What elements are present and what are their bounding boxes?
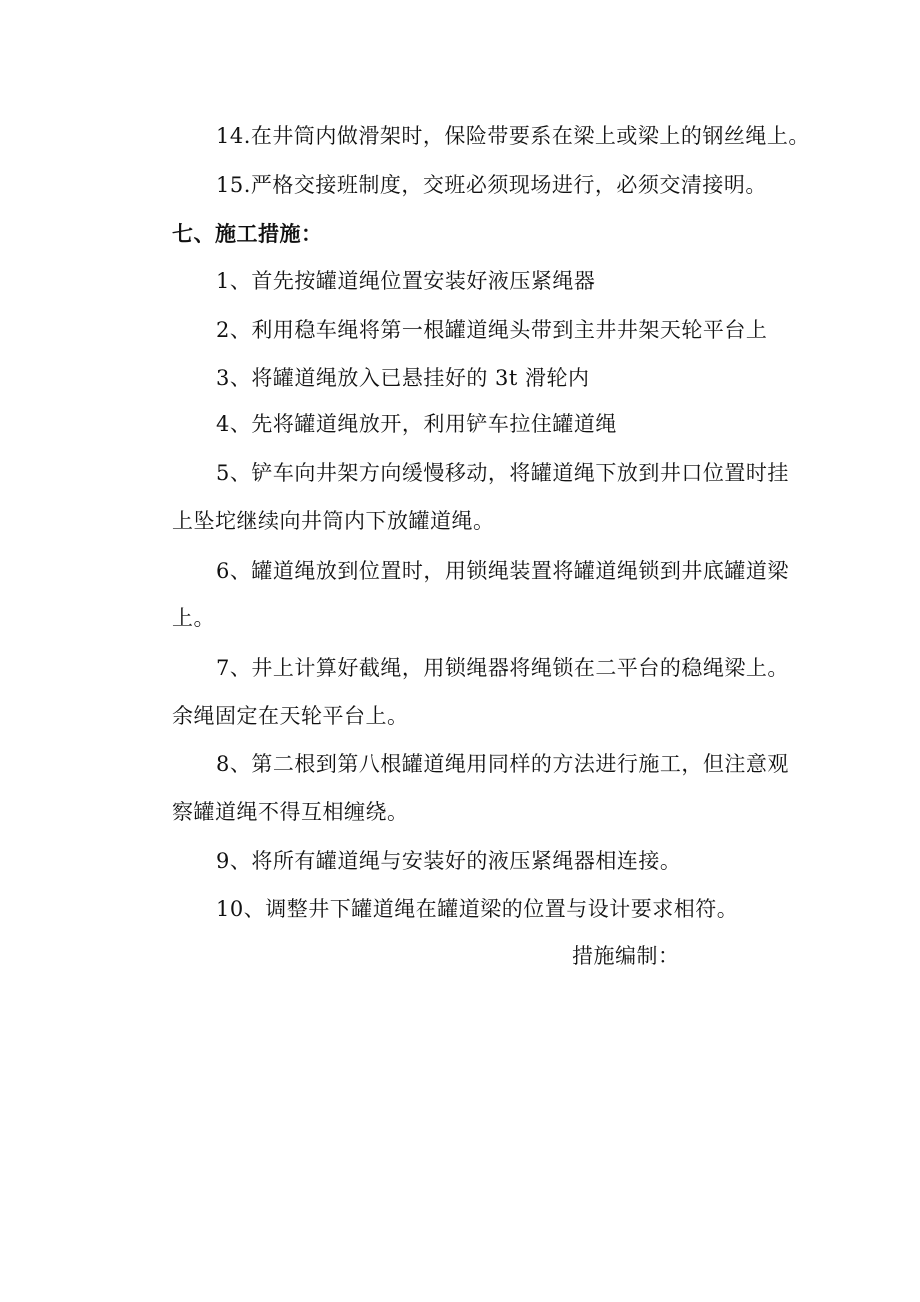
step-10: 10、调整井下罐道绳在罐道梁的位置与设计要求相符。 [216,897,739,921]
step-7-line2: 余绳固定在天轮平台上。 [172,704,409,728]
step-5-line1: 5、铲车向井架方向缓慢移动，将罐道绳下放到井口位置时挂 [216,461,789,485]
step-7-line1: 7、井上计算好截绳，用锁绳器将绳锁在二平台的稳绳梁上。 [216,656,789,680]
step-8-line2: 察罐道绳不得互相缠绕。 [172,800,409,824]
item-15: 15.严格交接班制度，交班必须现场进行，必须交清接明。 [216,173,767,197]
step-1: 1、首先按罐道绳位置安装好液压紧绳器 [216,269,596,293]
signature-label: 措施编制： [572,944,680,968]
step-8-line1: 8、第二根到第八根罐道绳用同样的方法进行施工，但注意观 [216,752,789,776]
item-14: 14.在井筒内做滑架时，保险带要系在梁上或梁上的钢丝绳上。 [216,124,810,148]
step-9: 9、将所有罐道绳与安装好的液压紧绳器相连接。 [216,849,682,873]
step-3: 3、将罐道绳放入已悬挂好的 3t 滑轮内 [216,366,590,390]
step-6-line1: 6、罐道绳放到位置时，用锁绳装置将罐道绳锁到井底罐道梁 [216,559,789,583]
step-2: 2、利用稳车绳将第一根罐道绳头带到主井井架天轮平台上 [216,318,768,342]
section-heading: 七、施工措施： [172,222,323,246]
step-6-line2: 上。 [172,606,215,630]
step-4: 4、先将罐道绳放开，利用铲车拉住罐道绳 [216,412,617,436]
step-5-line2: 上坠坨继续向井筒内下放罐道绳。 [172,509,495,533]
